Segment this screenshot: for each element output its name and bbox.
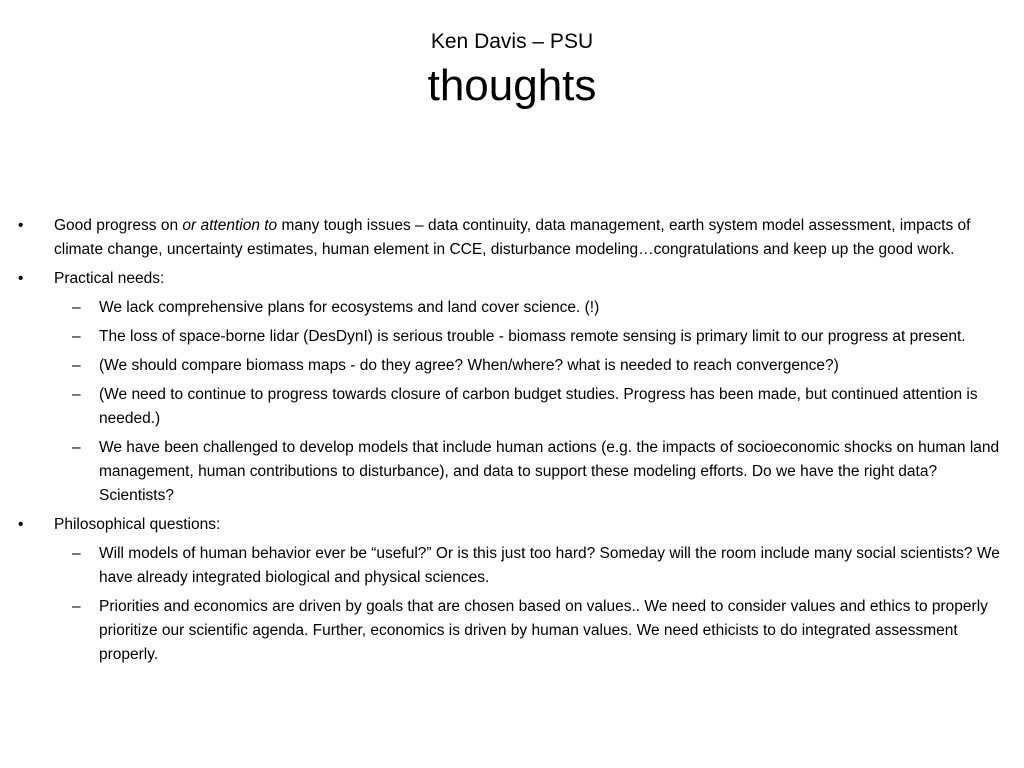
bullet-text-part: Good progress on	[54, 217, 183, 234]
slide-body	[14, 214, 1004, 672]
sub-bullet-text: (We should compare biomass maps - do they agree? When/where? what is needed to reach convergence?)	[99, 357, 839, 374]
bullet-text: Practical needs:	[54, 270, 165, 287]
sub-bullet-item	[54, 354, 1004, 378]
dash-marker: –	[72, 299, 81, 316]
sub-bullet-list	[54, 542, 1004, 667]
bullet-marker: •	[18, 270, 24, 287]
bullet-item	[14, 214, 1004, 262]
slide-title: thoughts	[427, 61, 597, 110]
sub-bullet-text: Priorities and economics are driven by goals that are chosen based on values.. We need to consider values and ethics to properly prioritize our scientific agenda. Further, economics is driven by human values. We need ethicists to do integrated assessment properly.	[99, 598, 988, 663]
sub-bullet-list	[54, 296, 1004, 508]
bullet-marker: •	[18, 217, 24, 234]
dash-marker: –	[72, 357, 81, 374]
bullet-emphasis: or attention to	[182, 217, 278, 234]
bullet-text: Philosophical questions:	[54, 516, 221, 533]
sub-bullet-item	[54, 542, 1004, 590]
dash-marker: –	[72, 439, 81, 456]
bullet-text	[54, 217, 970, 258]
dash-marker: –	[72, 386, 81, 403]
sub-bullet-text: (We need to continue to progress towards closure of carbon budget studies. Progress has been made, but continued attention is needed.)	[99, 386, 978, 427]
sub-bullet-text: We lack comprehensive plans for ecosystems and land cover science. (!)	[99, 299, 600, 316]
bullet-item	[14, 267, 1004, 508]
sub-bullet-text: The loss of space-borne lidar (DesDynI) is serious trouble - biomass remote sensing is primary limit to our progress at present.	[99, 328, 966, 345]
sub-bullet-item	[54, 595, 1004, 667]
bullet-list	[14, 214, 1004, 667]
sub-bullet-item	[54, 296, 1004, 320]
bullet-marker: •	[18, 516, 24, 533]
bullet-text-part: many tough issues – data continuity, data management, earth system model assessment, impacts of climate change, uncertainty estimates, human element in CCE, disturbance modeling…congratulations and keep up the good work.	[54, 217, 971, 258]
dash-marker: –	[72, 328, 81, 345]
slide-subtitle: Ken Davis – PSU	[430, 30, 594, 53]
dash-marker: –	[72, 598, 81, 615]
sub-bullet-text: We have been challenged to develop models that include human actions (e.g. the impacts of socioeconomic shocks on human land management, human contributions to disturbance), and data to support these modeling efforts. Do we have the right data? Scientists?	[99, 439, 1000, 504]
slide-header	[0, 28, 1024, 112]
sub-bullet-item	[54, 325, 1004, 349]
sub-bullet-text: Will models of human behavior ever be “useful?” Or is this just too hard? Someday will the room include many social scientists? We have already integrated biological and physical sciences.	[99, 545, 1000, 586]
sub-bullet-item	[54, 436, 1004, 508]
sub-bullet-item	[54, 383, 1004, 431]
bullet-item	[14, 513, 1004, 667]
dash-marker: –	[72, 545, 81, 562]
